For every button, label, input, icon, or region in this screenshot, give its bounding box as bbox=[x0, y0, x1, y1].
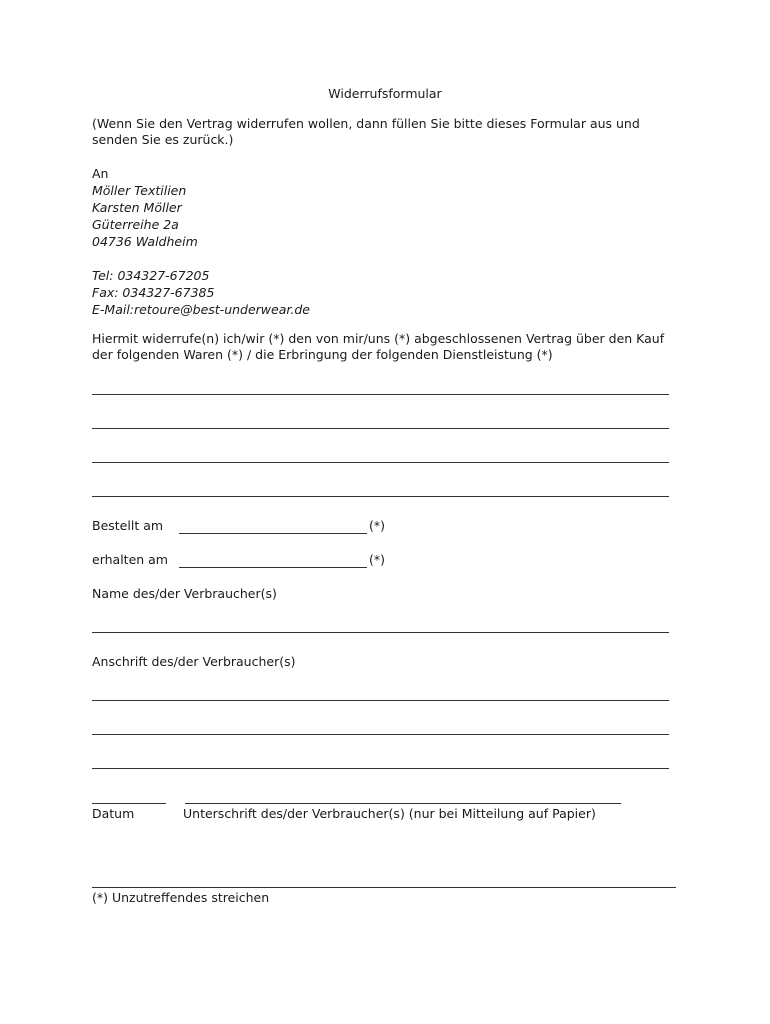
goods-line-4[interactable] bbox=[92, 496, 669, 497]
signature-line[interactable] bbox=[185, 803, 621, 804]
address-email[interactable]: E-Mail:retoure@best-underwear.de bbox=[92, 302, 310, 317]
signature-label: Unterschrift des/der Verbraucher(s) (nur bei Mitteilung auf Papier) bbox=[183, 806, 596, 821]
received-date-field[interactable] bbox=[179, 555, 367, 568]
received-row bbox=[92, 552, 385, 568]
intro-text: (Wenn Sie den Vertrag widerrufen wollen, dann füllen Sie bitte dieses Formular aus und senden Sie es zurück.) bbox=[92, 116, 640, 147]
address-fax: Fax: 034327-67385 bbox=[92, 285, 215, 300]
goods-line-2[interactable] bbox=[92, 428, 669, 429]
goods-line-3[interactable] bbox=[92, 462, 669, 463]
consumer-address-line-2[interactable] bbox=[92, 734, 669, 735]
revocation-text: Hiermit widerrufe(n) ich/wir (*) den von mir/uns (*) abgeschlossenen Vertrag über den Kauf der folgenden Waren (*) / die Erbringung der folgenden Dienstleistung (*) bbox=[92, 331, 665, 362]
consumer-address-line-1[interactable] bbox=[92, 700, 669, 701]
form-title: Widerrufsformular bbox=[328, 86, 442, 101]
goods-line-1[interactable] bbox=[92, 394, 669, 395]
date-label: Datum bbox=[92, 806, 135, 821]
address-company: Möller Textilien bbox=[92, 183, 187, 198]
address-tel: Tel: 034327-67205 bbox=[92, 268, 210, 283]
name-line[interactable] bbox=[92, 632, 669, 633]
name-label: Name des/der Verbraucher(s) bbox=[92, 586, 277, 601]
footnote-text: (*) Unzutreffendes streichen bbox=[92, 890, 270, 905]
ordered-label: Bestellt am bbox=[92, 518, 164, 533]
address-street: Güterreihe 2a bbox=[92, 217, 179, 232]
address-label: An bbox=[92, 166, 109, 181]
consumer-address-line-3[interactable] bbox=[92, 768, 669, 769]
ordered-asterisk: (*) bbox=[369, 518, 386, 533]
date-line[interactable] bbox=[92, 803, 166, 804]
received-asterisk: (*) bbox=[369, 552, 386, 567]
ordered-date-field[interactable] bbox=[179, 521, 367, 534]
address-consumer-label: Anschrift des/der Verbraucher(s) bbox=[92, 654, 296, 669]
received-label: erhalten am bbox=[92, 552, 168, 567]
address-person: Karsten Möller bbox=[92, 200, 182, 215]
ordered-row bbox=[92, 518, 385, 534]
footnote-divider bbox=[92, 887, 676, 888]
address-city: 04736 Waldheim bbox=[92, 234, 198, 249]
